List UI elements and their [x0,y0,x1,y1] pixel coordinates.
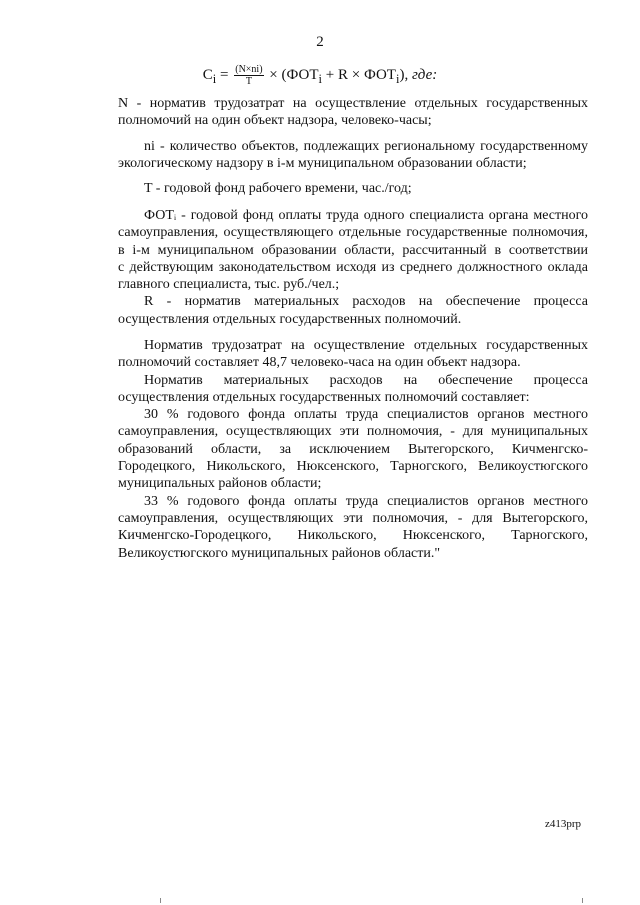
text-line: ni - количество объектов, подлежащих региональному государственному [144,139,588,154]
text-line: с действующим законодательством исходя из среднего должностного оклада [118,259,588,275]
formula-rhs-prefix: × (ФОТ [269,66,319,83]
paragraph-block [118,337,588,562]
text-line: осуществления отдельных государственных полномочий составляет: [118,389,530,405]
text-line: осуществления отдельных государственных полномочий. [118,311,462,327]
text-line: Городецкого, Никольского, Нюксенского, Тарногского, Великоустюгского [118,459,588,475]
formula-rhs-close: ), [399,66,409,83]
scan-tick-mark [582,898,583,903]
page-number: 2 [316,34,324,50]
formula-rhs-mid: + R × ФОТ [322,66,396,83]
formula-lhs: C [202,66,213,83]
paragraph-block [118,207,588,328]
text-line: 33 % годового фонда оплаты труда специалистов органов местного [144,493,588,509]
paragraph-block [118,138,588,173]
text-line: Кичменгско-Городецкого, Никольского, Нюксенского, Тарногского, [118,528,588,544]
paragraph-block [118,180,588,197]
formula [0,64,640,88]
text-line: главного специалиста, тыс. руб./чел.; [118,277,340,293]
text-line: ФОТᵢ - годовой фонд оплаты труда одного специалиста органа местного [144,208,588,223]
text-line: R - норматив материальных расходов на обеспечение процесса [144,294,588,310]
text-line: образований области, за исключением Вытегорского, Кичменгско- [118,441,588,457]
formula-numerator: (N×ni) [235,64,263,75]
formula-rhs-sub1: i [318,71,323,86]
paragraph-block [118,95,588,130]
formula-where: где: [411,66,438,83]
text-line: 30 % годового фонда оплаты труда специалистов органов местного [144,407,588,423]
text-line: Норматив материальных расходов на обеспечение процесса [144,372,588,388]
scan-tick-mark [160,898,161,903]
footer-code: z413prp [545,818,582,830]
formula-fraction [234,64,263,87]
text-line: T - годовой фонд рабочего времени, час./год; [144,181,412,196]
text-line: Великоустюгского муниципальных районов области." [118,545,441,561]
text-line: N - норматив трудозатрат на осуществление отдельных государственных [118,96,588,111]
text-line: муниципальных районов области; [118,476,322,492]
text-line: экологическому надзору в i-м муниципальном образовании области; [118,156,527,172]
text-line: самоуправления, осуществляющих эти полномочия, - для муниципальных [118,424,588,440]
text-line: самоуправления, осуществляющих эти полномочия, - для Вытегорского, [118,510,588,526]
formula-denominator: T [245,76,252,87]
formula-rhs-sub2: i [395,71,400,86]
formula-lhs-sub: i [212,71,217,86]
text-line: самоуправления, осуществляющего отдельные государственные полномочия, [118,225,588,241]
formula-equals: = [220,66,229,83]
text-line: Норматив трудозатрат на осуществление отдельных государственных [144,338,588,353]
text-line: полномочий на один объект надзора, человеко-часы; [118,113,432,129]
text-line: полномочий составляет 48,7 человеко-часа на один объект надзора. [118,355,521,371]
text-line: в i-м муниципальном образовании области, рассчитанный в соответствии [118,242,588,258]
